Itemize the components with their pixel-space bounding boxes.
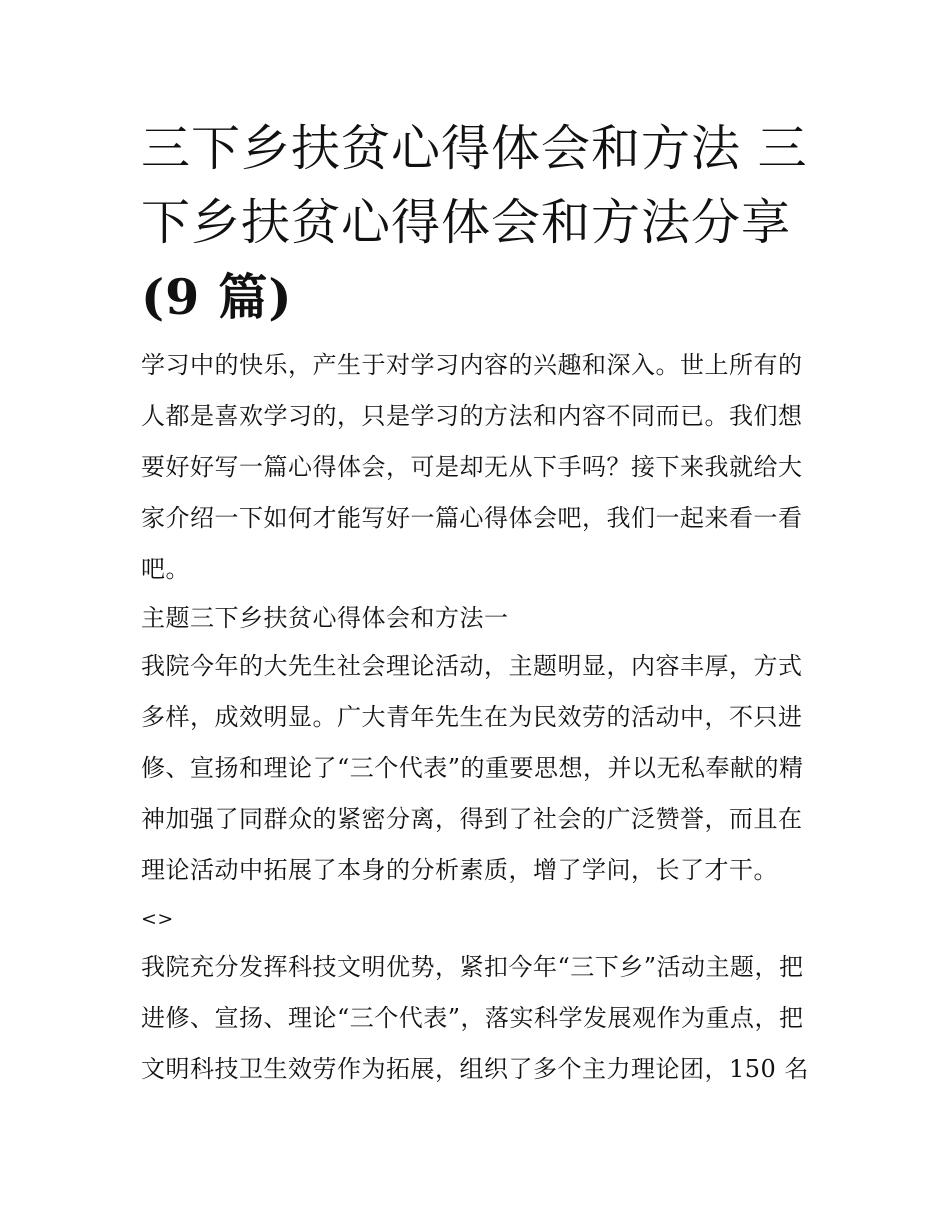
title-line: 三下乡扶贫心得体会和方法 三 [141, 120, 808, 177]
section-heading: 主题三下乡扶贫心得体会和方法一 [141, 604, 509, 632]
text-line: 人都是喜欢学习的，只是学习的方法和内容不同而已。我们想 [141, 402, 803, 430]
text-line: 理论活动中拓展了本身的分析素质，增了学问，长了才干。 [141, 856, 778, 884]
document-page [141, 112, 813, 1095]
image-placeholder: <> [141, 908, 174, 930]
body-paragraph-1 [141, 641, 813, 896]
text-line: 家介绍一下如何才能写好一篇心得体会吧，我们一起来看一看 [141, 504, 803, 532]
text-line: 吧。 [141, 555, 190, 583]
document-title [141, 112, 813, 334]
text-line: 学习中的快乐，产生于对学习内容的兴趣和深入。世上所有的 [141, 351, 803, 379]
text-line: 要好好写一篇心得体会，可是却无从下手吗？接下来我就给大 [141, 453, 803, 481]
text-line: 神加强了同群众的紧密分离，得到了社会的广泛赞誉，而且在 [141, 805, 803, 833]
text-line: 多样，成效明显。广大青年先生在为民效劳的活动中，不只进 [141, 703, 803, 731]
intro-paragraph [141, 340, 813, 595]
text-line: 进修、宣扬、理论“三个代表”，落实科学发展观作为重点，把 [141, 1004, 804, 1032]
text-line: 修、宣扬和理论了“三个代表”的重要思想，并以无私奉献的精 [141, 754, 804, 782]
title-line: 下乡扶贫心得体会和方法分享 [141, 194, 792, 251]
title-count: (9 篇) [141, 268, 293, 326]
text-line: 我院充分发挥科技文明优势，紧扣今年“三下乡”活动主题，把 [141, 953, 804, 981]
text-line: 文明科技卫生效劳作为拓展，组织了多个主力理论团，150 名 [141, 1055, 809, 1083]
body-paragraph-2 [141, 942, 813, 1095]
text-line: 我院今年的大先生社会理论活动，主题明显，内容丰厚，方式 [141, 652, 803, 680]
